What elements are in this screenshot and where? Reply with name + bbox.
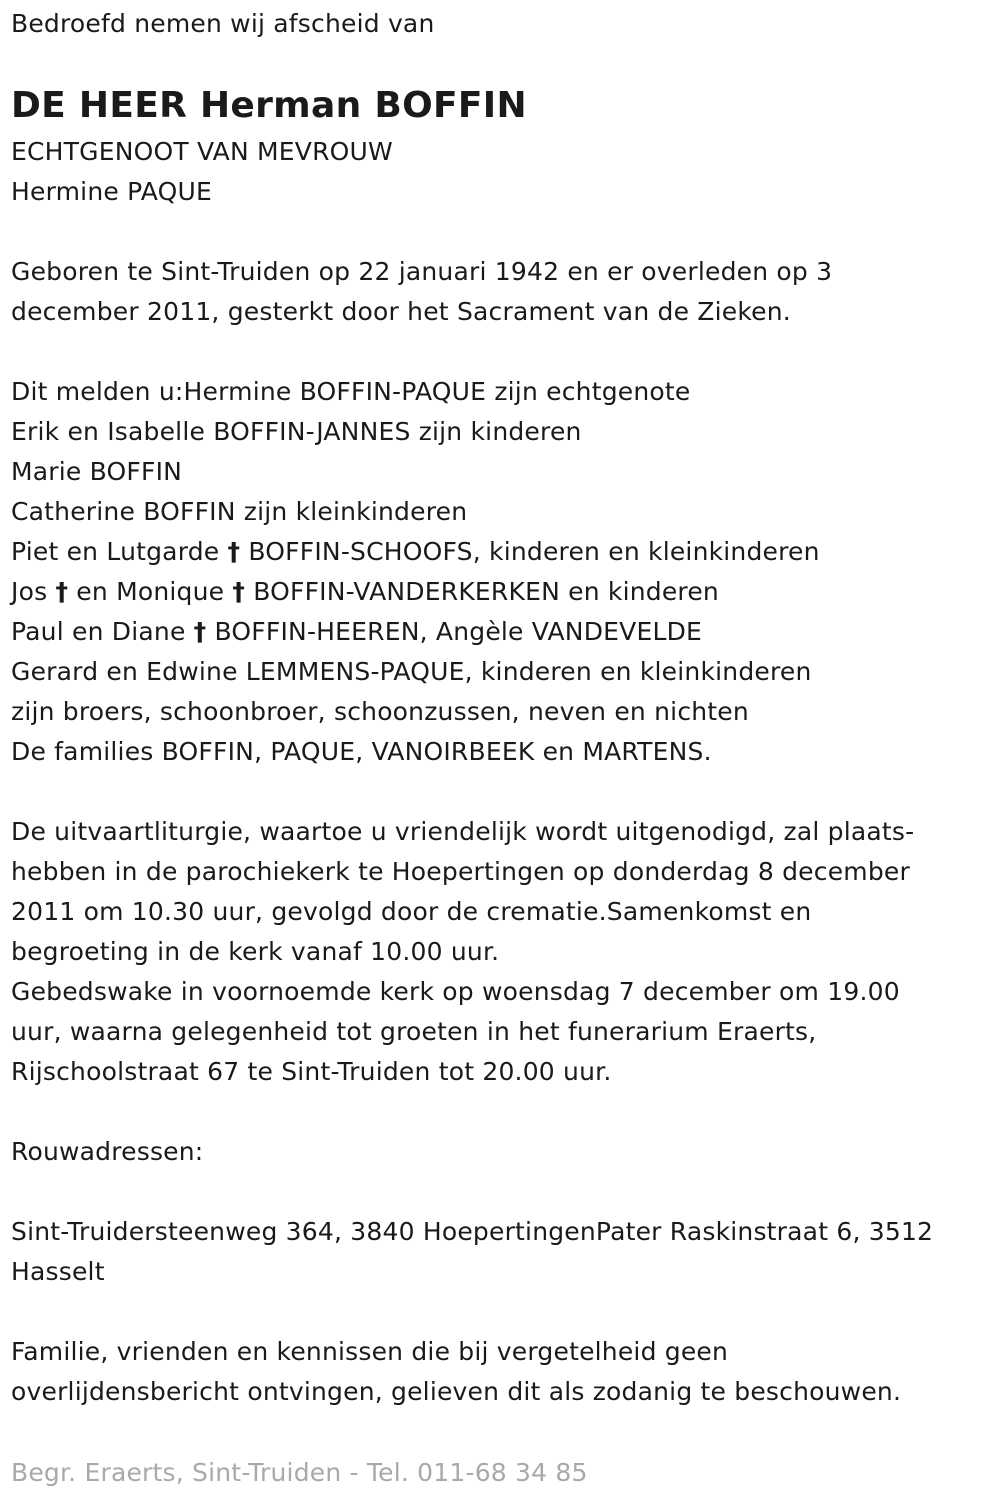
deceased-block — [11, 80, 988, 212]
announcer-line: zijn broers, schoonbroer, schoonzussen, neven en nichten — [11, 697, 749, 726]
paragraph-line: begroeting in de kerk vanaf 10.00 uur. — [11, 937, 500, 966]
announcer-text: en Monique — [68, 577, 233, 606]
ceremony-paragraph — [11, 812, 988, 1092]
paragraph-line: 2011 om 10.30 uur, gevolgd door de crematie.Samenkomst en — [11, 897, 812, 926]
deceased-name: DE HEER Herman BOFFIN — [11, 85, 527, 126]
cross-icon: † — [232, 577, 246, 606]
paragraph-line: Geboren te Sint-Truiden op 22 januari 1942 en er overleden op 3 — [11, 257, 833, 286]
paragraph-line: overlijdensbericht ontvingen, gelieven dit als zodanig te beschouwen. — [11, 1377, 902, 1406]
intro-text: Bedroefd nemen wij afscheid van — [11, 9, 435, 38]
announcer-line: De families BOFFIN, PAQUE, VANOIRBEEK en MARTENS. — [11, 737, 712, 766]
cross-icon: † — [193, 617, 207, 646]
spouse-label: ECHTGENOOT VAN MEVROUW — [11, 137, 393, 166]
announcer-line: Catherine BOFFIN zijn kleinkinderen — [11, 497, 468, 526]
paragraph-line: uur, waarna gelegenheid tot groeten in het funerarium Eraerts, — [11, 1017, 817, 1046]
spouse-name: Hermine PAQUE — [11, 177, 213, 206]
paragraph-line: december 2011, gesterkt door het Sacrament van de Zieken. — [11, 297, 791, 326]
birth-death-paragraph — [11, 252, 988, 332]
addresses-block — [11, 1212, 988, 1292]
paragraph-line: Familie, vrienden en kennissen die bij vergetelheid geen — [11, 1337, 729, 1366]
announcer-text: BOFFIN-SCHOOFS, kinderen en kleinkinderen — [240, 537, 820, 566]
paragraph-line: hebben in de parochiekerk te Hoepertingen op donderdag 8 december — [11, 857, 910, 886]
funeral-home-footer: Begr. Eraerts, Sint-Truiden - Tel. 011-68 34 85 — [11, 1458, 588, 1487]
address-line: Hasselt — [11, 1257, 105, 1286]
closing-paragraph — [11, 1332, 988, 1412]
cross-icon: † — [55, 577, 69, 606]
announcer-line: Dit melden u:Hermine BOFFIN-PAQUE zijn echtgenote — [11, 377, 691, 406]
announcer-text: Jos — [11, 577, 56, 606]
announcer-line — [11, 532, 988, 572]
addresses-label: Rouwadressen: — [11, 1137, 204, 1166]
announcer-line — [11, 572, 988, 612]
announcer-line: Marie BOFFIN — [11, 457, 183, 486]
announcer-text: Piet en Lutgarde — [11, 537, 228, 566]
announcer-line: Erik en Isabelle BOFFIN-JANNES zijn kinderen — [11, 417, 582, 446]
announcer-text: Paul en Diane — [11, 617, 194, 646]
paragraph-line: Gebedswake in voornoemde kerk op woensdag 7 december om 19.00 — [11, 977, 900, 1006]
announcers-list — [11, 372, 988, 772]
announcer-text: BOFFIN-VANDERKERKEN en kinderen — [245, 577, 719, 606]
announcer-line: Gerard en Edwine LEMMENS-PAQUE, kinderen en kleinkinderen — [11, 657, 812, 686]
paragraph-line: Rijschoolstraat 67 te Sint-Truiden tot 20.00 uur. — [11, 1057, 612, 1086]
announcer-line — [11, 612, 988, 652]
announcer-text: BOFFIN-HEEREN, Angèle VANDEVELDE — [206, 617, 703, 646]
paragraph-line: De uitvaartliturgie, waartoe u vriendelijk wordt uitgenodigd, zal plaats- — [11, 817, 915, 846]
address-line: Sint-Truidersteenweg 364, 3840 HoepertingenPater Raskinstraat 6, 3512 — [11, 1217, 934, 1246]
cross-icon: † — [227, 537, 241, 566]
